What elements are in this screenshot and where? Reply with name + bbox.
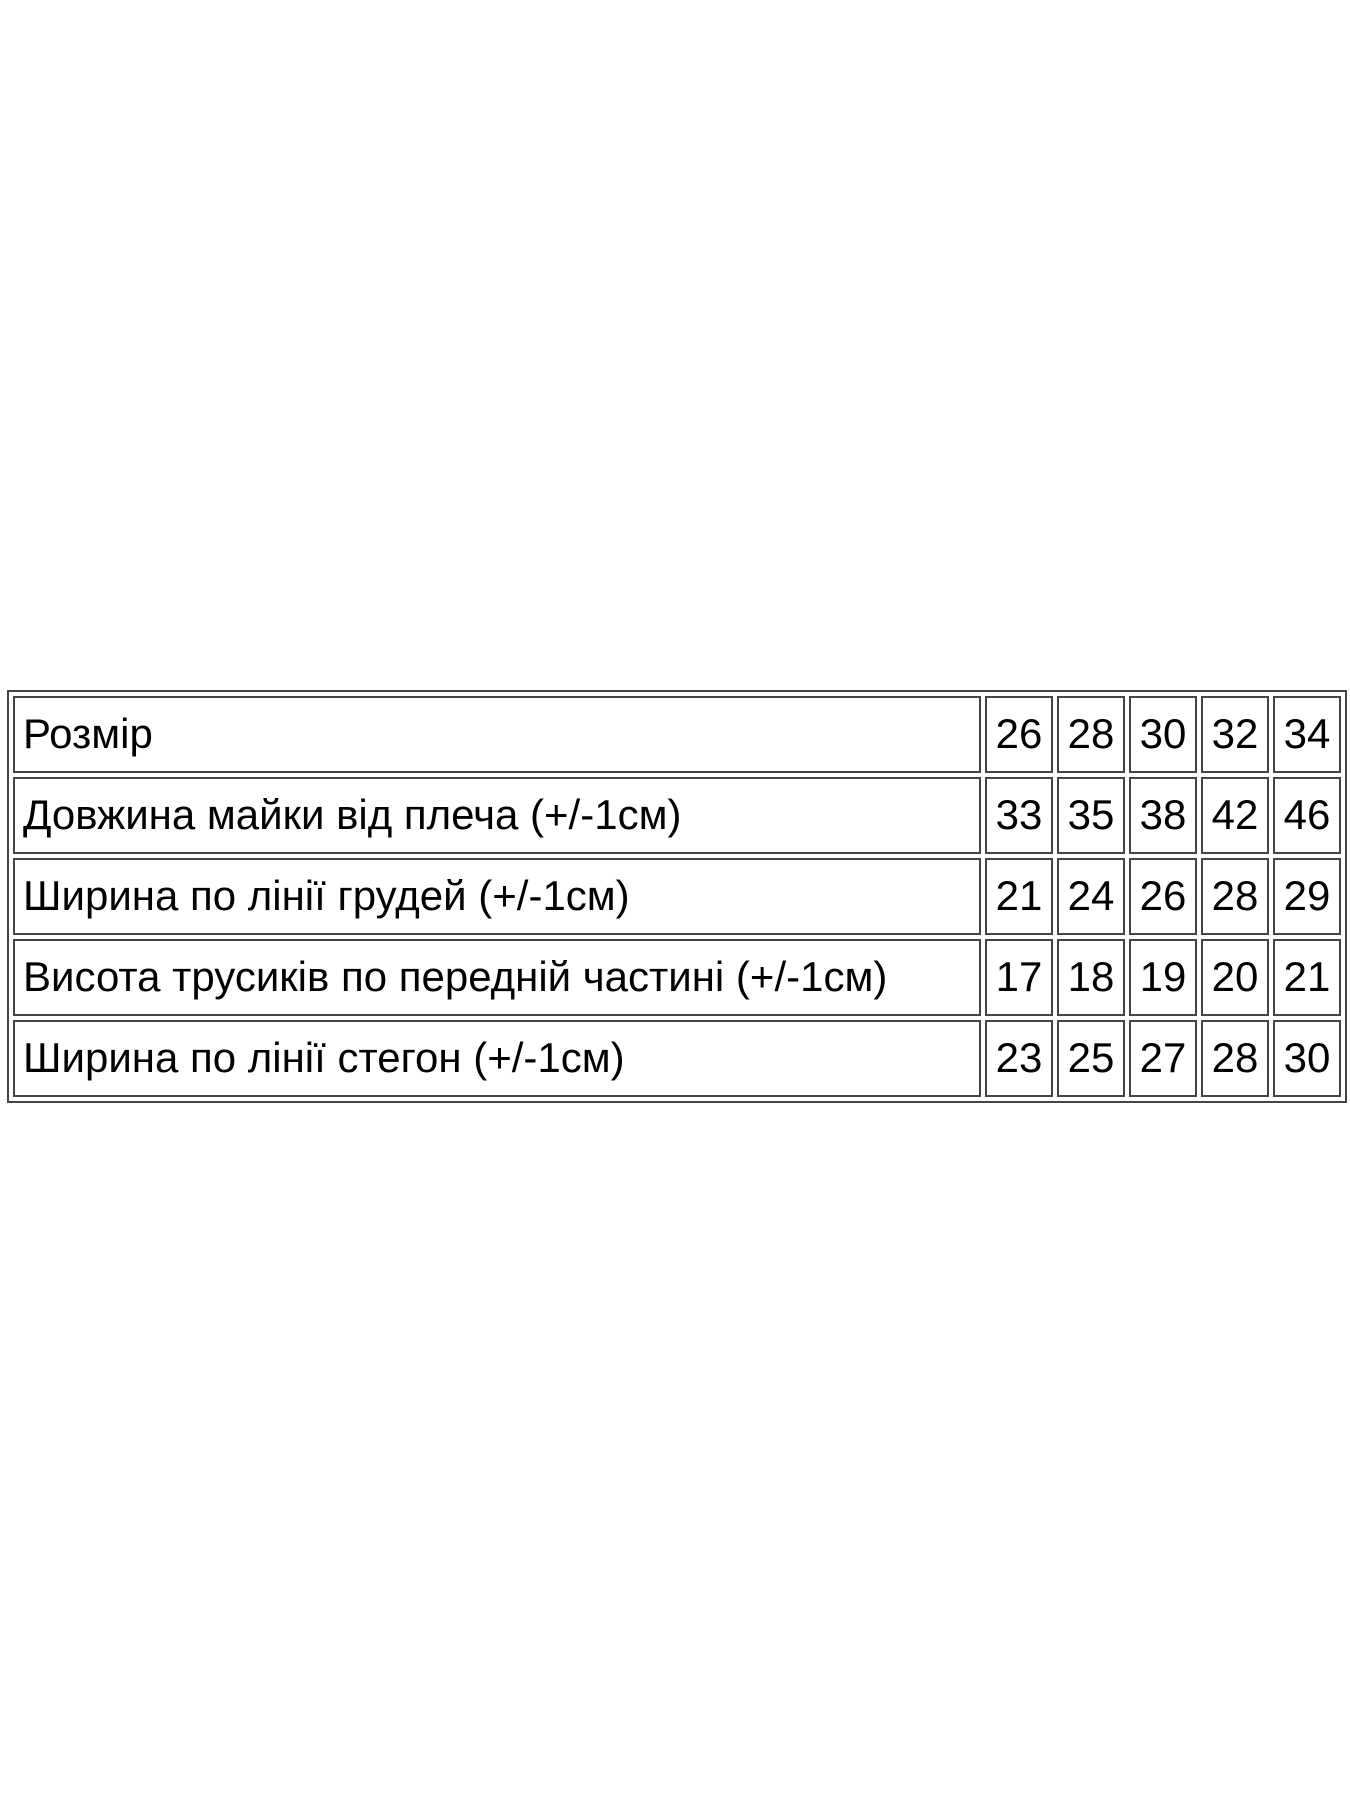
measurement-value-cell: 26 <box>1129 858 1197 935</box>
table-row-brief-height <box>13 939 1341 1016</box>
measurement-value-cell: 24 <box>1057 858 1125 935</box>
table-row-top-length <box>13 777 1341 854</box>
measurement-value-cell: 28 <box>1201 858 1269 935</box>
size-value-cell: 28 <box>1057 696 1125 773</box>
measurement-value-cell: 30 <box>1273 1020 1341 1097</box>
row-label-size: Розмір <box>13 696 981 773</box>
row-label-chest-width: Ширина по лінії грудей (+/-1см) <box>13 858 981 935</box>
size-value-cell: 26 <box>985 696 1053 773</box>
table-row-size <box>13 696 1341 773</box>
measurement-value-cell: 27 <box>1129 1020 1197 1097</box>
measurement-value-cell: 21 <box>985 858 1053 935</box>
size-value-cell: 32 <box>1201 696 1269 773</box>
size-value-cell: 30 <box>1129 696 1197 773</box>
measurement-value-cell: 19 <box>1129 939 1197 1016</box>
measurement-value-cell: 33 <box>985 777 1053 854</box>
row-label-brief-height: Висота трусиків по передній частині (+/-1см) <box>13 939 981 1016</box>
size-table <box>7 690 1347 1103</box>
measurement-value-cell: 17 <box>985 939 1053 1016</box>
measurement-value-cell: 35 <box>1057 777 1125 854</box>
measurement-value-cell: 29 <box>1273 858 1341 935</box>
measurement-value-cell: 21 <box>1273 939 1341 1016</box>
measurement-value-cell: 28 <box>1201 1020 1269 1097</box>
measurement-value-cell: 20 <box>1201 939 1269 1016</box>
row-label-top-length: Довжина майки від плеча (+/-1см) <box>13 777 981 854</box>
measurement-value-cell: 46 <box>1273 777 1341 854</box>
size-value-cell: 34 <box>1273 696 1341 773</box>
row-label-hip-width: Ширина по лінії стегон (+/-1см) <box>13 1020 981 1097</box>
table-row-chest-width <box>13 858 1341 935</box>
size-table-body <box>13 696 1341 1097</box>
table-row-hip-width <box>13 1020 1341 1097</box>
measurement-value-cell: 18 <box>1057 939 1125 1016</box>
measurement-value-cell: 25 <box>1057 1020 1125 1097</box>
measurement-value-cell: 38 <box>1129 777 1197 854</box>
measurement-value-cell: 23 <box>985 1020 1053 1097</box>
measurement-value-cell: 42 <box>1201 777 1269 854</box>
